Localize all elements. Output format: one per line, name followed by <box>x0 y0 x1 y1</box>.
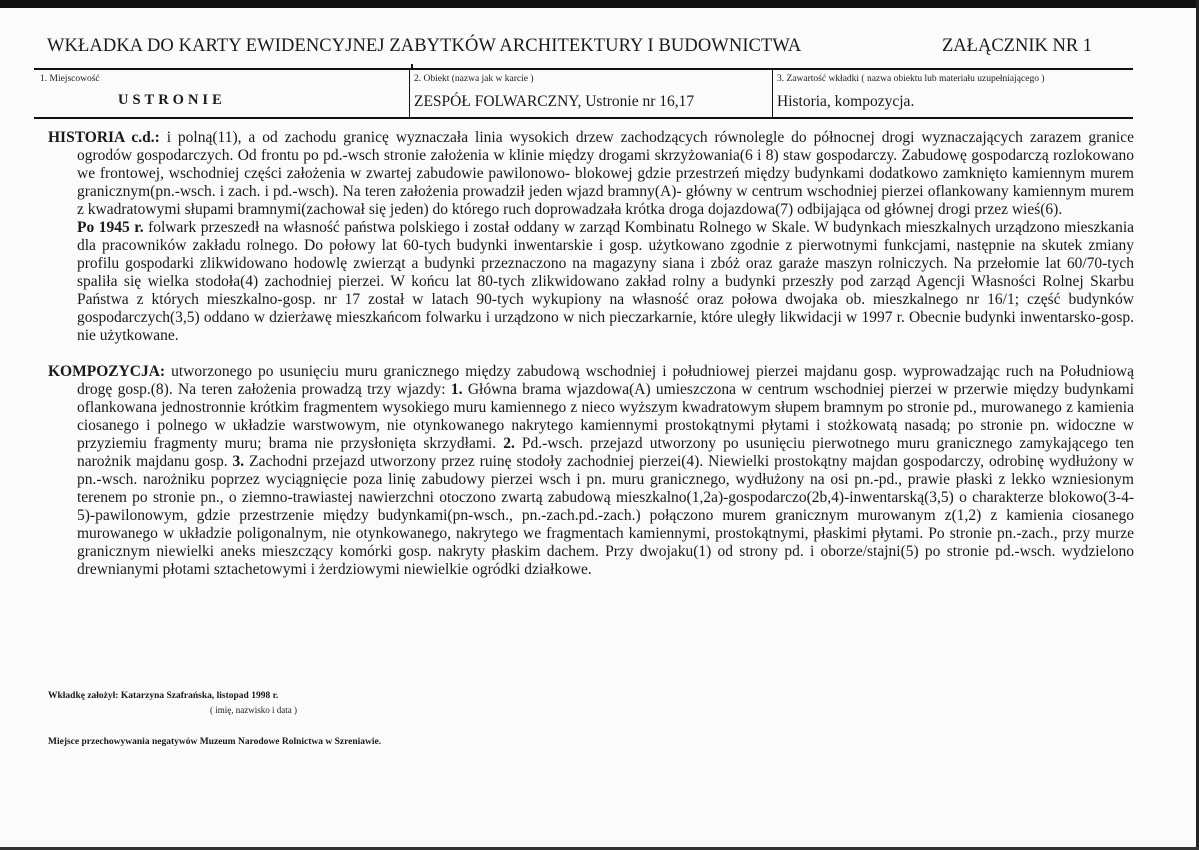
object-label: 2. Obiekt (nazwa jak w karcie ) <box>414 74 534 84</box>
composition-text-a: utworzonego po usunięciu muru granicznego między zabudową wschodniej i południowej pierzei majdanu gosp. wyprowadzając ruch na Południową drogę gosp.(8). Na teren założenia prowadzą trzy wjazdy: <box>77 363 1134 398</box>
composition-text-c: Pd.-wsch. przejazd utworzony po usunięciu pierwotnego muru granicznego zamykającego ten narożnik majdanu gosp. <box>77 435 1135 470</box>
negatives-location: Miejsce przechowywania negatywów Muzeum Narodowe Rolnictwa w Szreniawie. <box>48 737 382 747</box>
history-text: i polną(11), a od zachodu granicę wyznaczała linia wysokich drzew zachodzących równolegle do północnej drogi wyznaczających zarazem granice ogrodów gospodarczych. Od frontu po pd.-wsch stronie założenia w klinie między drogami skrzyżowania(6 i 8) staw gospodarczy. Zabudowę gospodarczą rozlokowano we frontowej, wschodniej części założenia w zwartej zabudowie pawilonowo- blokowej gdzie przestrzeń między budynkami dodatkowo zamknięto kamiennym murem granicznym(pn.-wsch. i zach. i pd.-wsch). Na teren założenia prowadził jeden wjazd bramny(A)- główny w centrum wschodniej pierzei oflankowany kamiennym murem z kwadratowymi słupami bramnymi(zachował się jeden) do którego ruch doprowadzała krótka droga dojazdowa(7) odbijająca od głównej drogi przez wieś(6). <box>77 129 1134 218</box>
post1945-paragraph <box>48 219 1134 345</box>
annex-number: ZAŁĄCZNIK NR 1 <box>942 36 1093 56</box>
composition-text-d: Zachodni przejazd utworzony przez ruinę stodoły zachodniej pierzei(4). Niewielki prostokątny majdan gospodarczy, odrobinę wydłużony w pn.-wsch. narożniku poprzez wyciągnięcie poza linię zabudowy pierzei wsch i pn. muru granicznego, wydłużony na osi pn.-pd., prawie płaski z lekko wzniesionym terenem po stronie pn., o ziemno-trawiastej nawierzchni otoczono zwartą zabudową mieszkalno(1,2a)-gospodarczo(2b,4)-inwentarską(3,5) o charakterze blokowo(3-4-5)-pawilonowym, gdzie przestrzenie między budynkami(pn-wsch., pn.-zach.pd.-zach.) połączono murem granicznym murowanym z(1,2) z kamienia ciosanego murowanego w układzie poligonalnym, nie otynkowanego, nakrytego we fragmentach kamiennymi, prostokątnymi, płaskimi płytami. Po stronie pn.-zach., przy murze granicznym niewielki aneks mieszczący komórki gosp. nakryty płaskim dachem. Przy dwojaku(1) od strony pd. i oborze/stajni(5) po stronie pd.-wsch. wydzielono drewnianymi płotami sztachetowymi i żerdziowymi niewielkie ogródki działkowe. <box>77 453 1134 578</box>
contents-cell <box>772 70 1134 117</box>
object-cell <box>409 70 771 117</box>
entrance-number-1: 1. <box>450 381 463 398</box>
location-value: USTRONIE <box>118 92 226 108</box>
post1945-heading: Po 1945 r. <box>77 219 144 236</box>
location-label: 1. Miejscowość <box>40 74 100 84</box>
location-cell <box>34 70 407 117</box>
document-body <box>48 129 1134 579</box>
form-fields-row <box>34 68 1133 119</box>
scan-top-border <box>0 0 1199 8</box>
post1945-text: folwark przeszedł na własność państwa polskiego i został oddany w zarząd Kombinatu Rolnego w Skale. W budynkach mieszkalnych urządzono mieszkania dla pracowników zakładu rolnego. Do połowy lat 60-tych budynki inwentarskie i gosp. użytkowano zgodnie z pierwotnymi funkcjami, następnie na skutek zmiany profilu gospodarki zlikwidowano hodowlę zwierząt a budynki przeznaczono na magazyny siana i zbóż oraz garaże maszyn rolniczych. Na przełomie lat 60/70-tych spaliła się wielka stodoła(4) zachodniej pierzei. W końcu lat 80-tych zlikwidowano zakład rolny a budynki przeszły pod zarząd Agencji Własności Rolnej Skarbu Państwa z których mieszkalno-gosp. nr 17 został w latach 90-tych wykupiony na własność oraz połowa dwojaka ob. mieszkalnego nr 16/1; część budynków gospodarczych(3,5) oddano w dzierżawę mieszkańcom folwarku i urządzono w nich pieczarkarnie, które uległy likwidacji w 1997 r. Obecnie budynki inwentarsko-gosp. nie użytkowane. <box>77 219 1135 344</box>
prepared-by-hint: ( imię, nazwisko i data ) <box>210 705 297 715</box>
composition-text-b: Główna brama wjazdowa(A) umieszczona w centrum wschodniej pierzei w przerwie między budynkami oflankowana jednostronnie krótkim fragmentem wysokiego muru kamiennego z nieco wyższym kwadratowym słupem bramnym po stronie pd., murowanego z kamienia ciosanego i polnego w układzie warstwowym, nie otynkowanego nakrytego kamiennymi prostokątnymi płytami i stożkowatą nasadą; po stronie pn. widoczne w przyziemiu fragmenty muru; brama nie przysłonięta skrzydłami. <box>77 381 1134 452</box>
entrance-number-2: 2. <box>503 435 515 452</box>
prepared-by: Wkładkę założył: Katarzyna Szafrańska, listopad 1998 r. <box>48 691 279 701</box>
history-paragraph <box>48 129 1134 219</box>
composition-paragraph <box>48 363 1134 579</box>
entrance-number-3: 3. <box>232 453 245 470</box>
paragraph-gap <box>48 345 1134 363</box>
contents-label: 3. Zawartość wkładki ( nazwa obiektu lub materiału uzupełniającego ) <box>777 74 1045 84</box>
history-heading: HISTORIA c.d.: <box>48 129 160 146</box>
composition-heading: KOMPOZYCJA: <box>48 363 166 380</box>
document-title: WKŁADKA DO KARTY EWIDENCYJNEJ ZABYTKÓW ARCHITEKTURY I BUDOWNICTWA <box>47 36 802 56</box>
contents-value: Historia, kompozycja. <box>777 93 915 110</box>
object-value: ZESPÓŁ FOLWARCZNY, Ustronie nr 16,17 <box>414 93 695 110</box>
